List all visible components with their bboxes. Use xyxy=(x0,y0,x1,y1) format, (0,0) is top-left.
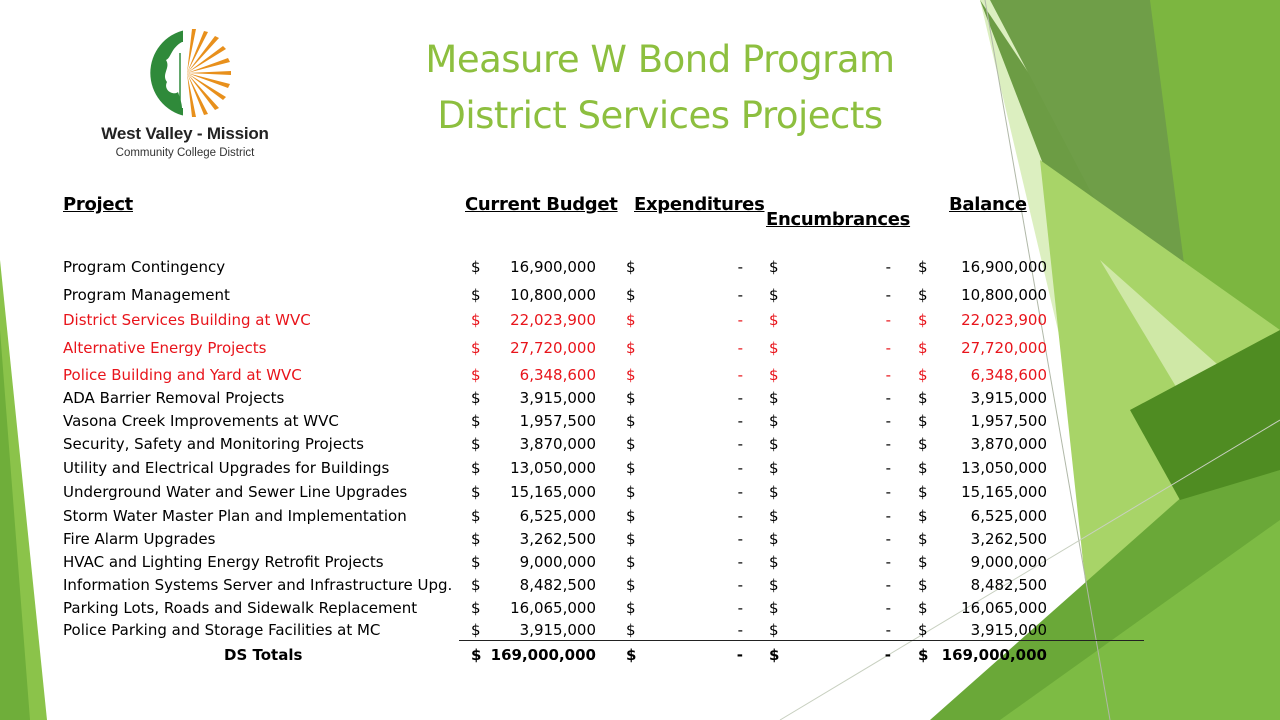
currency-symbol: $ xyxy=(626,576,636,594)
encumbrances-value: - xyxy=(885,576,891,594)
currency-symbol: $ xyxy=(471,621,481,639)
encumbrances-value: - xyxy=(885,286,891,304)
project-name: ADA Barrier Removal Projects xyxy=(63,389,285,407)
currency-symbol: $ xyxy=(471,311,481,329)
project-name: Alternative Energy Projects xyxy=(63,339,267,357)
table-row xyxy=(0,507,1280,529)
table-row xyxy=(0,553,1280,575)
budget-value: 15,165,000 xyxy=(510,483,596,501)
currency-symbol: $ xyxy=(471,599,481,617)
currency-symbol: $ xyxy=(918,646,929,664)
table-row xyxy=(0,412,1280,434)
table-row xyxy=(0,311,1280,333)
encumbrances-value: - xyxy=(885,621,891,639)
currency-symbol: $ xyxy=(471,576,481,594)
currency-symbol: $ xyxy=(918,389,928,407)
totals-label: DS Totals xyxy=(224,646,303,664)
budget-value: 6,348,600 xyxy=(519,366,596,384)
header-encumbrances: Encumbrances xyxy=(766,209,911,230)
currency-symbol: $ xyxy=(769,412,779,430)
budget-value: 8,482,500 xyxy=(519,576,596,594)
currency-symbol: $ xyxy=(626,389,636,407)
currency-symbol: $ xyxy=(918,366,928,384)
totals-budget: 169,000,000 xyxy=(490,646,596,664)
currency-symbol: $ xyxy=(471,530,481,548)
balance-value: 6,348,600 xyxy=(970,366,1047,384)
project-name: Vasona Creek Improvements at WVC xyxy=(63,412,339,430)
expenditures-value: - xyxy=(737,576,743,594)
encumbrances-value: - xyxy=(885,507,891,525)
encumbrances-value: - xyxy=(885,389,891,407)
currency-symbol: $ xyxy=(471,366,481,384)
budget-value: 3,262,500 xyxy=(519,530,596,548)
project-name: Parking Lots, Roads and Sidewalk Replacement xyxy=(63,599,418,617)
currency-symbol: $ xyxy=(769,258,779,276)
encumbrances-value: - xyxy=(885,459,891,477)
totals-expenditures: - xyxy=(736,646,743,664)
encumbrances-value: - xyxy=(885,435,891,453)
currency-symbol: $ xyxy=(918,459,928,477)
project-name: Police Parking and Storage Facilities at MC xyxy=(63,621,381,639)
budget-value: 10,800,000 xyxy=(510,286,596,304)
currency-symbol: $ xyxy=(918,258,928,276)
currency-symbol: $ xyxy=(471,507,481,525)
balance-value: 6,525,000 xyxy=(970,507,1047,525)
currency-symbol: $ xyxy=(471,459,481,477)
currency-symbol: $ xyxy=(626,286,636,304)
balance-value: 3,915,000 xyxy=(970,389,1047,407)
budget-value: 3,870,000 xyxy=(519,435,596,453)
currency-symbol: $ xyxy=(769,286,779,304)
currency-symbol: $ xyxy=(918,576,928,594)
table-row xyxy=(0,459,1280,481)
currency-symbol: $ xyxy=(918,311,928,329)
expenditures-value: - xyxy=(737,339,743,357)
district-logo xyxy=(60,28,310,173)
project-name: Information Systems Server and Infrastructure Upg. xyxy=(63,576,453,594)
currency-symbol: $ xyxy=(471,389,481,407)
budget-value: 3,915,000 xyxy=(519,621,596,639)
expenditures-value: - xyxy=(737,311,743,329)
currency-symbol: $ xyxy=(769,646,780,664)
expenditures-value: - xyxy=(737,366,743,384)
expenditures-value: - xyxy=(737,530,743,548)
header-expenditures: Expenditures xyxy=(634,194,765,215)
balance-value: 8,482,500 xyxy=(970,576,1047,594)
budget-value: 22,023,900 xyxy=(510,311,596,329)
currency-symbol: $ xyxy=(471,553,481,571)
table-row xyxy=(0,286,1280,308)
currency-symbol: $ xyxy=(471,412,481,430)
expenditures-value: - xyxy=(737,483,743,501)
expenditures-value: - xyxy=(737,258,743,276)
currency-symbol: $ xyxy=(769,435,779,453)
encumbrances-value: - xyxy=(885,483,891,501)
currency-symbol: $ xyxy=(769,311,779,329)
balance-value: 3,870,000 xyxy=(970,435,1047,453)
currency-symbol: $ xyxy=(626,621,636,639)
balance-value: 16,900,000 xyxy=(961,258,1047,276)
expenditures-value: - xyxy=(737,507,743,525)
project-name: Program Management xyxy=(63,286,230,304)
currency-symbol: $ xyxy=(471,258,481,276)
expenditures-value: - xyxy=(737,459,743,477)
currency-symbol: $ xyxy=(471,646,482,664)
currency-symbol: $ xyxy=(769,553,779,571)
currency-symbol: $ xyxy=(918,286,928,304)
project-name: Utility and Electrical Upgrades for Buildings xyxy=(63,459,390,477)
encumbrances-value: - xyxy=(885,366,891,384)
budget-value: 13,050,000 xyxy=(510,459,596,477)
currency-symbol: $ xyxy=(626,599,636,617)
currency-symbol: $ xyxy=(769,576,779,594)
logo-name: West Valley - Mission xyxy=(101,124,269,143)
budget-value: 16,065,000 xyxy=(510,599,596,617)
expenditures-value: - xyxy=(737,435,743,453)
currency-symbol: $ xyxy=(626,646,637,664)
oak-leaf-sun-logo-icon xyxy=(135,28,235,118)
totals-row xyxy=(0,646,1280,668)
currency-symbol: $ xyxy=(626,530,636,548)
currency-symbol: $ xyxy=(471,286,481,304)
expenditures-value: - xyxy=(737,389,743,407)
currency-symbol: $ xyxy=(471,435,481,453)
budget-value: 27,720,000 xyxy=(510,339,596,357)
currency-symbol: $ xyxy=(769,507,779,525)
expenditures-value: - xyxy=(737,599,743,617)
currency-symbol: $ xyxy=(626,311,636,329)
project-name: Program Contingency xyxy=(63,258,226,276)
project-name: Police Building and Yard at WVC xyxy=(63,366,302,384)
balance-value: 22,023,900 xyxy=(961,311,1047,329)
currency-symbol: $ xyxy=(471,483,481,501)
table-row xyxy=(0,435,1280,457)
project-name: Fire Alarm Upgrades xyxy=(63,530,216,548)
currency-symbol: $ xyxy=(769,483,779,501)
balance-value: 1,957,500 xyxy=(970,412,1047,430)
project-name: Underground Water and Sewer Line Upgrades xyxy=(63,483,408,501)
expenditures-value: - xyxy=(737,553,743,571)
currency-symbol: $ xyxy=(769,366,779,384)
title-line-2: District Services Projects xyxy=(437,94,883,137)
title-line-1: Measure W Bond Program xyxy=(425,38,895,81)
project-name: Storm Water Master Plan and Implementation xyxy=(63,507,407,525)
balance-value: 15,165,000 xyxy=(961,483,1047,501)
budget-value: 16,900,000 xyxy=(510,258,596,276)
currency-symbol: $ xyxy=(626,459,636,477)
totals-balance: 169,000,000 xyxy=(941,646,1047,664)
currency-symbol: $ xyxy=(626,339,636,357)
slide-title xyxy=(360,32,960,144)
balance-value: 13,050,000 xyxy=(961,459,1047,477)
currency-symbol: $ xyxy=(626,507,636,525)
balance-value: 9,000,000 xyxy=(970,553,1047,571)
logo-subtitle: Community College District xyxy=(115,147,255,159)
currency-symbol: $ xyxy=(769,530,779,548)
currency-symbol: $ xyxy=(626,258,636,276)
table-row xyxy=(0,530,1280,552)
expenditures-value: - xyxy=(737,621,743,639)
currency-symbol: $ xyxy=(918,435,928,453)
currency-symbol: $ xyxy=(918,507,928,525)
currency-symbol: $ xyxy=(918,621,928,639)
currency-symbol: $ xyxy=(918,483,928,501)
currency-symbol: $ xyxy=(626,553,636,571)
currency-symbol: $ xyxy=(918,339,928,357)
currency-symbol: $ xyxy=(626,483,636,501)
budget-value: 9,000,000 xyxy=(519,553,596,571)
currency-symbol: $ xyxy=(769,459,779,477)
balance-value: 3,262,500 xyxy=(970,530,1047,548)
table-row xyxy=(0,599,1280,621)
encumbrances-value: - xyxy=(885,339,891,357)
header-current-budget: Current Budget xyxy=(465,194,618,215)
table-row xyxy=(0,483,1280,505)
expenditures-value: - xyxy=(737,286,743,304)
project-name: District Services Building at WVC xyxy=(63,311,311,329)
encumbrances-value: - xyxy=(885,553,891,571)
project-name: HVAC and Lighting Energy Retrofit Projects xyxy=(63,553,384,571)
budget-value: 6,525,000 xyxy=(519,507,596,525)
table-row xyxy=(0,576,1280,598)
balance-value: 10,800,000 xyxy=(961,286,1047,304)
balance-value: 27,720,000 xyxy=(961,339,1047,357)
table-row xyxy=(0,258,1280,280)
table-row xyxy=(0,389,1280,411)
header-project: Project xyxy=(63,194,133,215)
currency-symbol: $ xyxy=(918,530,928,548)
encumbrances-value: - xyxy=(885,530,891,548)
balance-value: 3,915,000 xyxy=(970,621,1047,639)
currency-symbol: $ xyxy=(626,412,636,430)
encumbrances-value: - xyxy=(885,311,891,329)
table-row xyxy=(0,366,1280,388)
table-row xyxy=(0,339,1280,361)
encumbrances-value: - xyxy=(885,258,891,276)
totals-encumbrances: - xyxy=(884,646,891,664)
currency-symbol: $ xyxy=(769,339,779,357)
currency-symbol: $ xyxy=(918,599,928,617)
currency-symbol: $ xyxy=(626,435,636,453)
currency-symbol: $ xyxy=(471,339,481,357)
currency-symbol: $ xyxy=(769,389,779,407)
encumbrances-value: - xyxy=(885,599,891,617)
project-name: Security, Safety and Monitoring Projects xyxy=(63,435,364,453)
currency-symbol: $ xyxy=(918,412,928,430)
currency-symbol: $ xyxy=(626,366,636,384)
currency-symbol: $ xyxy=(769,621,779,639)
expenditures-value: - xyxy=(737,412,743,430)
budget-value: 1,957,500 xyxy=(519,412,596,430)
balance-value: 16,065,000 xyxy=(961,599,1047,617)
totals-divider xyxy=(459,640,1144,641)
header-balance: Balance xyxy=(949,194,1027,215)
currency-symbol: $ xyxy=(769,599,779,617)
currency-symbol: $ xyxy=(918,553,928,571)
budget-value: 3,915,000 xyxy=(519,389,596,407)
encumbrances-value: - xyxy=(885,412,891,430)
